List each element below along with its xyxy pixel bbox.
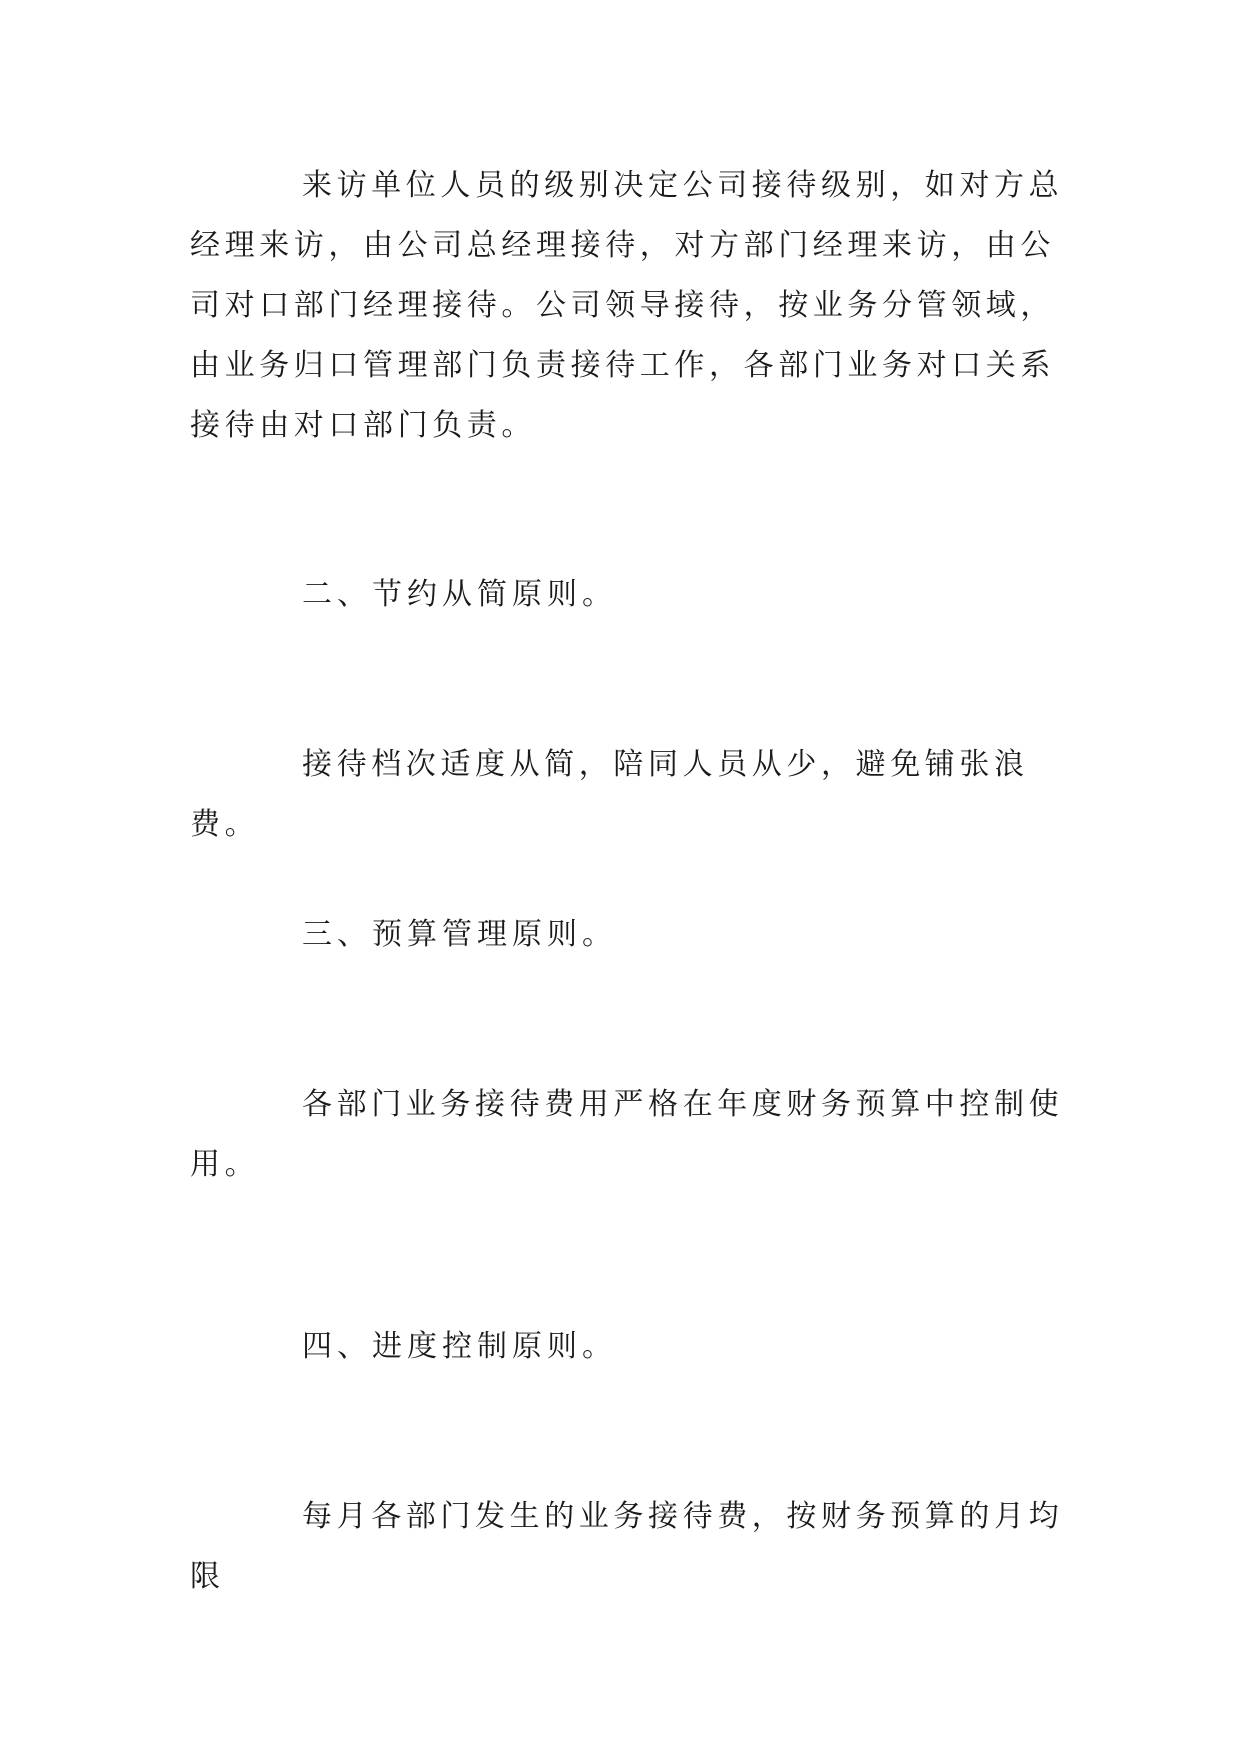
paragraph-progress: 每月各部门发生的业务接待费，按财务预算的月均限 — [190, 1499, 1064, 1594]
heading-budget-principle: 三、预算管理原则。 — [302, 917, 617, 952]
heading-progress-principle: 四、进度控制原则。 — [302, 1329, 617, 1364]
paragraph-budget: 各部门业务接待费用严格在年度财务预算中控制使用。 — [190, 1087, 1064, 1182]
paragraph-frugality: 接待档次适度从简，陪同人员从少，避免铺张浪费。 — [190, 747, 1029, 842]
paragraph-reception-level: 来访单位人员的级别决定公司接待级别，如对方总经理来访，由公司总经理接待，对方部门经理来访，由公司对口部门经理接待。公司领导接待，按业务分管领域，由业务归口管理部门负责接待工作，各部门业务对口关系接待由对口部门负责。 — [190, 168, 1064, 443]
heading-frugality-principle: 二、节约从简原则。 — [302, 577, 617, 612]
